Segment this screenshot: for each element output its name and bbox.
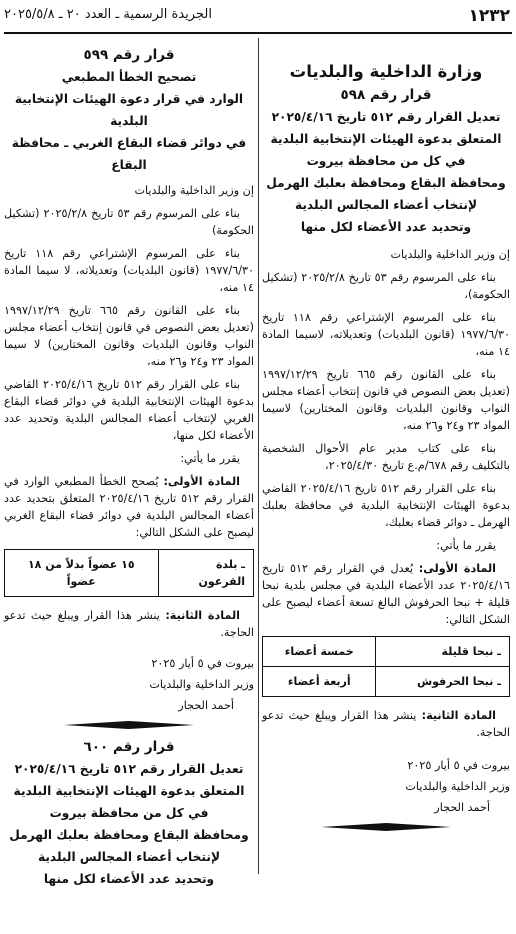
title-line: ومحافظة البقاع ومحافظة بعلبك الهرمل bbox=[266, 176, 506, 190]
table-row bbox=[5, 550, 254, 597]
preamble-paragraph: بناء على كتاب مدير عام الأحوال الشخصية بالتكليف رقم ٦٧٨/م.ع تاريخ ٢٠٢٥/٤/٣٠، bbox=[262, 442, 510, 472]
article-text: يُصحح الخطأ المطبعي الوارد في القرار رقم ٥١٢ تاريخ ٢٠٢٥/٤/١٦ المتعلق بتحديد عدد أعضاء المجالس البلدية في دوائر قضاء البقاع الغربي ليصبح على الشكل التالي: bbox=[4, 475, 254, 539]
title-line: لإنتخاب أعضاء المجالس البلدية bbox=[294, 198, 478, 212]
signer-title: وزير الداخلية والبلديات bbox=[149, 678, 254, 691]
preamble-paragraph: بناء على القانون رقم ٦٦٥ تاريخ ١٩٩٧/١٢/٢٩ (تعديل بعض النصوص في قانون إنتخاب أعضاء مجلس النواب وقانون البلديات وقانون المختارين) لا سيما المواد ٢٣ و٢٤ و٢٦ منه، bbox=[4, 304, 254, 368]
article-text: ينشر هذا القرار ويبلغ حيث تدعو الحاجة. bbox=[4, 609, 254, 639]
decision-599-title-main: تصحيح الخطأ المطبعي bbox=[61, 70, 197, 84]
article-1 bbox=[262, 560, 510, 628]
members-table bbox=[4, 549, 254, 597]
preamble-paragraph: بناء على المرسوم الإشتراعي رقم ١١٨ تاريخ ١٩٧٧/٦/٣٠ (قانون البلديات) وتعديلاته، لاسيما المادة ١٤ منه، bbox=[262, 311, 510, 358]
decision-600-number: قرار رقم ٦٠٠ bbox=[83, 739, 175, 755]
table-cell: أربعة أعضاء bbox=[263, 667, 376, 697]
table-row bbox=[263, 667, 510, 697]
article-label: المادة الثانية: bbox=[165, 609, 241, 622]
header-rule bbox=[4, 32, 512, 34]
title-line: في كل من محافظة بيروت bbox=[306, 154, 466, 168]
section-separator bbox=[321, 822, 451, 832]
article-label: المادة الأولى: bbox=[163, 475, 240, 488]
title-line: الوارد في قرار دعوة الهيئات الإنتخابية البلدية bbox=[14, 92, 244, 128]
table-cell: ـ بلدة القرعون bbox=[158, 550, 253, 597]
members-table bbox=[262, 636, 510, 697]
decides-line: يقرر ما يأتي: bbox=[436, 539, 496, 552]
signer-title: وزير الداخلية والبلديات bbox=[405, 780, 510, 793]
ministry-heading: وزارة الداخلية والبلديات bbox=[289, 62, 483, 81]
article-text: ينشر هذا القرار ويبلغ حيث تدعو الحاجة. bbox=[262, 709, 510, 739]
page-header bbox=[0, 0, 516, 36]
page-number: ١٢٣٢ bbox=[468, 6, 510, 26]
article-2 bbox=[262, 707, 510, 741]
title-line: المتعلق بدعوة الهيئات الإنتخابية البلدية bbox=[270, 132, 502, 146]
left-column bbox=[4, 44, 254, 890]
right-column bbox=[262, 44, 510, 838]
article-1 bbox=[4, 473, 254, 541]
column-divider bbox=[258, 38, 259, 874]
title-line: المتعلق بدعوة الهيئات الإنتخابية البلدية bbox=[13, 784, 245, 798]
table-cell: ـ نبحا قليلة bbox=[376, 637, 510, 667]
title-line: تعديل القرار رقم ٥١٢ تاريخ ٢٠٢٥/٤/١٦ bbox=[271, 110, 501, 124]
preamble-paragraph: بناء على المرسوم رقم ٥٣ تاريخ ٢٠٢٥/٢/٨ (تشكيل الحكومة) bbox=[4, 207, 254, 237]
title-line: لإنتخاب أعضاء المجالس البلدية bbox=[37, 850, 221, 864]
minister-intro: إن وزير الداخلية والبلديات bbox=[134, 184, 254, 197]
table-cell: ١٥ عضواً بدلاً من ١٨ عضواً bbox=[5, 550, 159, 597]
title-line: تعديل القرار رقم ٥١٢ تاريخ ٢٠٢٥/٤/١٦ bbox=[14, 762, 244, 776]
signer-name: أحمد الحجار bbox=[178, 699, 234, 712]
preamble-paragraph: بناء على القرار رقم ٥١٢ تاريخ ٢٠٢٥/٤/١٦ القاضي بدعوة الهيئات الإنتخابية البلدية في دوائر قضاء البقاع الغربي لإنتخاب أعضاء المجالس البلدية وتحديد عدد الأعضاء لكل منها، bbox=[4, 378, 254, 442]
minister-intro: إن وزير الداخلية والبلديات bbox=[390, 248, 510, 261]
decides-line: يقرر ما يأتي: bbox=[180, 452, 240, 465]
preamble-paragraph: بناء على القانون رقم ٦٦٥ تاريخ ١٩٩٧/١٢/٢٩ (تعديل بعض النصوص في قانون إنتخاب أعضاء مجلس النواب وقانون البلديات وقانون المختارين) لاسيما المواد ٢٣ و٢٤ و٢٦ منه، bbox=[262, 368, 510, 432]
table-row bbox=[263, 637, 510, 667]
title-line: في دوائر قضاء البقاع الغربي ـ محافظة البقاع bbox=[11, 136, 247, 172]
title-line: وتحديد عدد الأعضاء لكل منها bbox=[43, 872, 215, 886]
article-label: المادة الثانية: bbox=[421, 709, 496, 722]
section-separator bbox=[64, 720, 194, 730]
decision-598-title bbox=[262, 106, 510, 238]
journal-issue-line: الجريدة الرسمية ـ العدد ٢٠ ـ ٢٠٢٥/٥/٨ bbox=[4, 7, 212, 22]
title-line: في كل من محافظة بيروت bbox=[49, 806, 209, 820]
article-text: يُعدل في القرار رقم ٥١٢ تاريخ ٢٠٢٥/٤/١٦ عدد الأعضاء البلدية في مجلس بلدية نبحا قليلة + نبحا الحرفوش البالغ تسعة أعضاء ليصبح على الشكل التالي: bbox=[262, 562, 510, 626]
article-2 bbox=[4, 607, 254, 641]
article-label: المادة الأولى: bbox=[418, 562, 496, 575]
preamble-paragraph: بناء على القرار رقم ٥١٢ تاريخ ٢٠٢٥/٤/١٦ القاضي بدعوة الهيئات الإنتخابية البلدية في محافظة بعلبك الهرمل ـ دوائر قضاء بعلبك، bbox=[262, 482, 510, 529]
preamble-paragraph: بناء على المرسوم الإشتراعي رقم ١١٨ تاريخ ١٩٧٧/٦/٣٠ (قانون البلديات) وتعديلاته، لا سيما المادة ١٤ منه، bbox=[4, 247, 254, 294]
date-place: بيروت في ٥ أيار ٢٠٢٥ bbox=[151, 657, 254, 670]
decision-599-number: قرار رقم ٥٩٩ bbox=[83, 47, 175, 63]
signer-name: أحمد الحجار bbox=[434, 801, 490, 814]
table-cell: خمسة أعضاء bbox=[263, 637, 376, 667]
date-place: بيروت في ٥ أيار ٢٠٢٥ bbox=[407, 759, 510, 772]
preamble-paragraph: بناء على المرسوم رقم ٥٣ تاريخ ٢٠٢٥/٢/٨ (تشكيل الحكومة)، bbox=[262, 271, 510, 301]
title-line: وتحديد عدد الأعضاء لكل منها bbox=[300, 220, 472, 234]
title-line: ومحافظة البقاع ومحافظة بعلبك الهرمل bbox=[9, 828, 249, 842]
decision-598-number: قرار رقم ٥٩٨ bbox=[340, 87, 432, 103]
table-cell: ـ نبحا الحرفوش bbox=[376, 667, 510, 697]
